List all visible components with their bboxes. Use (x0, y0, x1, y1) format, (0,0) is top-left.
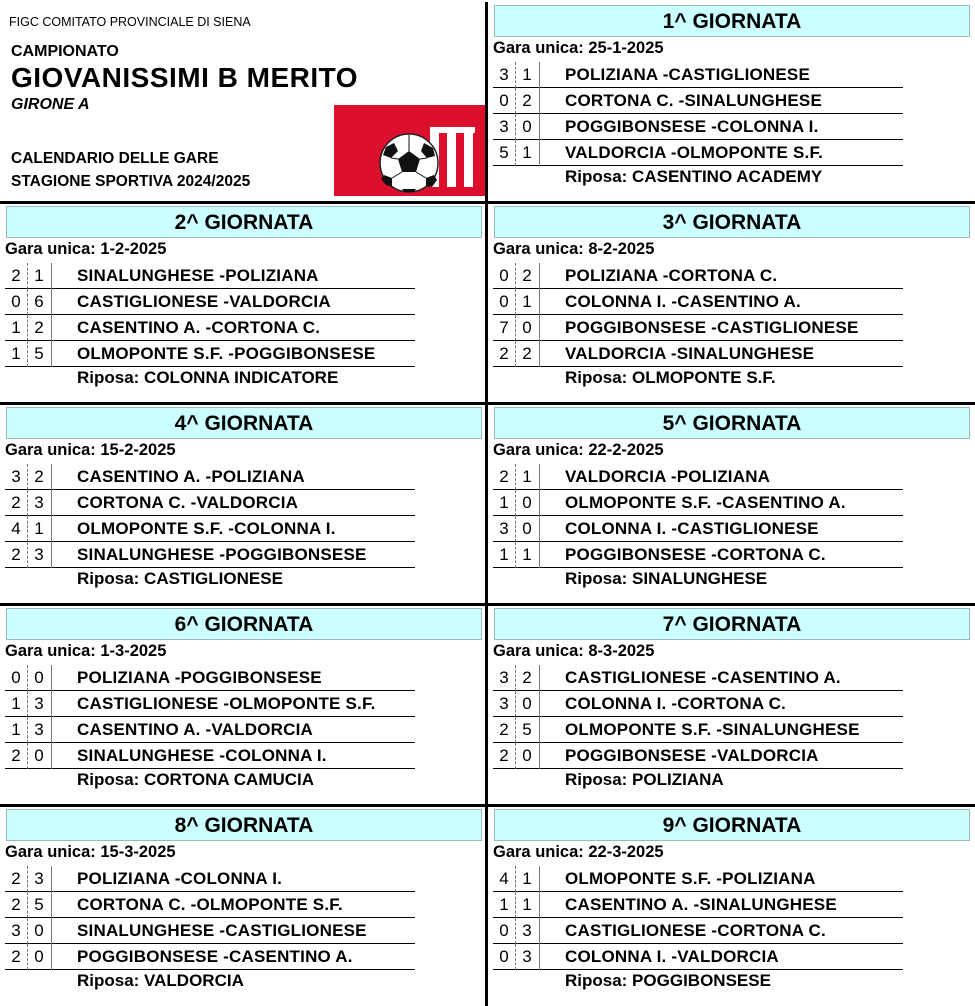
matchday-block (0, 804, 485, 1005)
matchday-title: 8^ GIORNATA (6, 809, 482, 841)
match-list (5, 263, 415, 367)
resting-team: Riposa: SINALUNGHESE (565, 569, 768, 588)
match-teams: VALDORCIA -POLIZIANA (565, 467, 771, 486)
match-teams: OLMOPONTE S.F. -POLIZIANA (565, 869, 816, 888)
home-score: 0 (493, 289, 516, 315)
away-score: 3 (27, 490, 52, 516)
match-row (5, 866, 415, 892)
away-score: 5 (27, 892, 52, 918)
group-label: GIRONE A (11, 96, 90, 113)
home-score: 3 (493, 665, 516, 691)
matchday-date: Gara unica: 15-2-2025 (5, 441, 176, 459)
match-teams: COLONNA I. -CORTONA C. (565, 694, 786, 713)
match-row (493, 918, 903, 944)
match-row (493, 866, 903, 892)
home-score: 1 (493, 892, 516, 918)
matchday-date: Gara unica: 1-3-2025 (5, 642, 167, 660)
away-score: 1 (515, 542, 540, 568)
home-score: 0 (5, 665, 28, 691)
away-score: 3 (27, 542, 52, 568)
home-score: 3 (493, 62, 516, 88)
home-score: 0 (5, 289, 28, 315)
match-teams: OLMOPONTE S.F. -COLONNA I. (77, 519, 336, 538)
home-score: 1 (5, 717, 28, 743)
match-teams: VALDORCIA -SINALUNGHESE (565, 344, 815, 363)
away-score: 1 (515, 62, 540, 88)
match-row (5, 717, 415, 743)
match-teams: CORTONA C. -SINALUNGHESE (565, 91, 822, 110)
match-row (493, 289, 903, 315)
away-score: 3 (27, 691, 52, 717)
match-teams: POGGIBONSESE -CASENTINO A. (77, 947, 353, 966)
home-score: 2 (5, 743, 28, 769)
matchday-date: Gara unica: 8-2-2025 (493, 240, 655, 258)
match-list (493, 263, 903, 367)
away-score: 1 (515, 866, 540, 892)
category-title: GIOVANISSIMI B MERITO (11, 62, 359, 93)
match-row (493, 944, 903, 970)
matchday-date: Gara unica: 22-2-2025 (493, 441, 664, 459)
matchday-title: 4^ GIORNATA (6, 407, 482, 439)
home-score: 2 (493, 717, 516, 743)
match-list (493, 866, 903, 970)
match-row (493, 62, 903, 88)
away-score: 0 (515, 315, 540, 341)
away-score: 3 (515, 944, 540, 970)
match-row (493, 892, 903, 918)
match-teams: CASENTINO A. -SINALUNGHESE (565, 895, 837, 914)
header (0, 0, 485, 201)
home-score: 3 (493, 691, 516, 717)
matchday-title: 7^ GIORNATA (494, 608, 970, 640)
resting-team: Riposa: CORTONA CAMUCIA (77, 770, 315, 789)
home-score: 2 (5, 866, 28, 892)
match-row (5, 918, 415, 944)
away-score: 0 (515, 691, 540, 717)
away-score: 0 (27, 944, 52, 970)
match-row (5, 944, 415, 970)
matchday-date: Gara unica: 22-3-2025 (493, 843, 664, 861)
match-list (493, 464, 903, 568)
away-score: 1 (515, 140, 540, 166)
resting-team: Riposa: COLONNA INDICATORE (77, 368, 339, 387)
match-row (493, 114, 903, 140)
match-row (5, 341, 415, 367)
row-divider (0, 804, 975, 807)
home-score: 2 (5, 944, 28, 970)
match-teams: CORTONA C. -OLMOPONTE S.F. (77, 895, 343, 914)
matchday-title: 2^ GIORNATA (6, 206, 482, 238)
match-row (5, 743, 415, 769)
organization-label: FIGC COMITATO PROVINCIALE DI SIENA (9, 15, 251, 29)
match-teams: POLIZIANA -CORTONA C. (565, 266, 778, 285)
home-score: 2 (5, 263, 28, 289)
match-row (493, 665, 903, 691)
matchday-block (488, 804, 973, 1005)
matchday-title: 6^ GIORNATA (6, 608, 482, 640)
away-score: 1 (515, 464, 540, 490)
away-score: 2 (515, 341, 540, 367)
match-list (493, 665, 903, 769)
away-score: 5 (515, 717, 540, 743)
match-teams: SINALUNGHESE -COLONNA I. (77, 746, 327, 765)
away-score: 2 (27, 315, 52, 341)
home-score: 0 (493, 88, 516, 114)
match-teams: VALDORCIA -OLMOPONTE S.F. (565, 143, 824, 162)
match-teams: COLONNA I. -VALDORCIA (565, 947, 779, 966)
match-teams: POLIZIANA -CASTIGLIONESE (565, 65, 811, 84)
match-teams: SINALUNGHESE -POGGIBONSESE (77, 545, 367, 564)
matchday-title: 1^ GIORNATA (494, 5, 970, 37)
match-teams: OLMOPONTE S.F. -CASENTINO A. (565, 493, 846, 512)
matchday-block (488, 201, 973, 402)
match-list (5, 464, 415, 568)
row-divider (0, 402, 975, 405)
away-score: 6 (27, 289, 52, 315)
matchday-block (0, 402, 485, 603)
away-score: 0 (27, 918, 52, 944)
match-row (493, 542, 903, 568)
match-teams: CASTIGLIONESE -CORTONA C. (565, 921, 826, 940)
away-score: 1 (27, 516, 52, 542)
match-teams: COLONNA I. -CASTIGLIONESE (565, 519, 819, 538)
match-row (493, 490, 903, 516)
home-score: 0 (493, 918, 516, 944)
away-score: 2 (515, 665, 540, 691)
away-score: 0 (515, 490, 540, 516)
matchday-date: Gara unica: 8-3-2025 (493, 642, 655, 660)
match-list (493, 62, 903, 166)
home-score: 7 (493, 315, 516, 341)
matchday-block (0, 603, 485, 804)
season-label: STAGIONE SPORTIVA 2024/2025 (11, 173, 251, 190)
home-score: 3 (493, 516, 516, 542)
match-teams: POGGIBONSESE -CASTIGLIONESE (565, 318, 859, 337)
match-row (493, 88, 903, 114)
match-row (5, 289, 415, 315)
match-row (493, 140, 903, 166)
resting-team: Riposa: POLIZIANA (565, 770, 724, 789)
match-row (5, 490, 415, 516)
match-teams: CASTIGLIONESE -CASENTINO A. (565, 668, 841, 687)
home-score: 3 (493, 114, 516, 140)
away-score: 3 (27, 717, 52, 743)
away-score: 1 (27, 263, 52, 289)
match-row (493, 743, 903, 769)
match-list (5, 866, 415, 970)
matchday-block (488, 0, 973, 201)
home-score: 1 (5, 315, 28, 341)
row-divider (0, 201, 975, 204)
championship-label: CAMPIONATO (11, 43, 119, 60)
match-teams: CASTIGLIONESE -VALDORCIA (77, 292, 331, 311)
matchday-date: Gara unica: 15-3-2025 (5, 843, 176, 861)
matchday-date: Gara unica: 25-1-2025 (493, 39, 664, 57)
resting-team: Riposa: VALDORCIA (77, 971, 244, 990)
match-teams: SINALUNGHESE -POLIZIANA (77, 266, 319, 285)
home-score: 2 (493, 743, 516, 769)
away-score: 3 (27, 866, 52, 892)
match-teams: POGGIBONSESE -VALDORCIA (565, 746, 819, 765)
away-score: 0 (27, 743, 52, 769)
away-score: 2 (27, 464, 52, 490)
match-teams: CORTONA C. -VALDORCIA (77, 493, 299, 512)
away-score: 0 (515, 516, 540, 542)
home-score: 4 (5, 516, 28, 542)
match-row (5, 464, 415, 490)
match-teams: OLMOPONTE S.F. -SINALUNGHESE (565, 720, 860, 739)
home-score: 1 (493, 490, 516, 516)
match-teams: CASENTINO A. -CORTONA C. (77, 318, 321, 337)
match-list (5, 665, 415, 769)
home-score: 3 (5, 918, 28, 944)
match-row (493, 341, 903, 367)
match-teams: SINALUNGHESE -CASTIGLIONESE (77, 921, 367, 940)
match-row (493, 315, 903, 341)
match-teams: COLONNA I. -CASENTINO A. (565, 292, 801, 311)
away-score: 3 (515, 918, 540, 944)
home-score: 1 (5, 691, 28, 717)
column-divider (485, 2, 488, 1006)
match-row (5, 691, 415, 717)
resting-team: Riposa: POGGIBONSESE (565, 971, 771, 990)
match-row (5, 263, 415, 289)
match-row (493, 263, 903, 289)
away-score: 1 (515, 892, 540, 918)
match-row (493, 717, 903, 743)
match-row (5, 892, 415, 918)
home-score: 3 (5, 464, 28, 490)
match-row (5, 315, 415, 341)
away-score: 2 (515, 88, 540, 114)
home-score: 5 (493, 140, 516, 166)
home-score: 2 (493, 341, 516, 367)
matchday-title: 3^ GIORNATA (494, 206, 970, 238)
home-score: 4 (493, 866, 516, 892)
match-row (5, 665, 415, 691)
matchday-title: 5^ GIORNATA (494, 407, 970, 439)
home-score: 2 (5, 490, 28, 516)
matchday-block (488, 402, 973, 603)
match-teams: POGGIBONSESE -COLONNA I. (565, 117, 819, 136)
resting-team: Riposa: CASENTINO ACADEMY (565, 167, 823, 186)
home-score: 1 (5, 341, 28, 367)
home-score: 1 (493, 542, 516, 568)
match-teams: CASENTINO A. -VALDORCIA (77, 720, 313, 739)
home-score: 0 (493, 944, 516, 970)
home-score: 2 (5, 892, 28, 918)
match-teams: POLIZIANA -POGGIBONSESE (77, 668, 322, 687)
match-row (493, 464, 903, 490)
matchday-block (488, 603, 973, 804)
match-teams: CASENTINO A. -POLIZIANA (77, 467, 305, 486)
match-teams: CASTIGLIONESE -OLMOPONTE S.F. (77, 694, 376, 713)
matchday-title: 9^ GIORNATA (494, 809, 970, 841)
match-row (493, 516, 903, 542)
calendar-label: CALENDARIO DELLE GARE (11, 150, 219, 167)
matchday-block (0, 201, 485, 402)
match-teams: OLMOPONTE S.F. -POGGIBONSESE (77, 344, 376, 363)
resting-team: Riposa: OLMOPONTE S.F. (565, 368, 776, 387)
away-score: 0 (515, 743, 540, 769)
away-score: 2 (515, 263, 540, 289)
football-logo-icon (334, 105, 485, 196)
match-teams: POLIZIANA -COLONNA I. (77, 869, 283, 888)
home-score: 2 (493, 464, 516, 490)
match-row (5, 516, 415, 542)
matchday-date: Gara unica: 1-2-2025 (5, 240, 167, 258)
home-score: 2 (5, 542, 28, 568)
match-row (5, 542, 415, 568)
away-score: 1 (515, 289, 540, 315)
match-teams: POGGIBONSESE -CORTONA C. (565, 545, 826, 564)
row-divider (0, 603, 975, 606)
away-score: 0 (27, 665, 52, 691)
away-score: 5 (27, 341, 52, 367)
resting-team: Riposa: CASTIGLIONESE (77, 569, 283, 588)
match-row (493, 691, 903, 717)
away-score: 0 (515, 114, 540, 140)
home-score: 0 (493, 263, 516, 289)
